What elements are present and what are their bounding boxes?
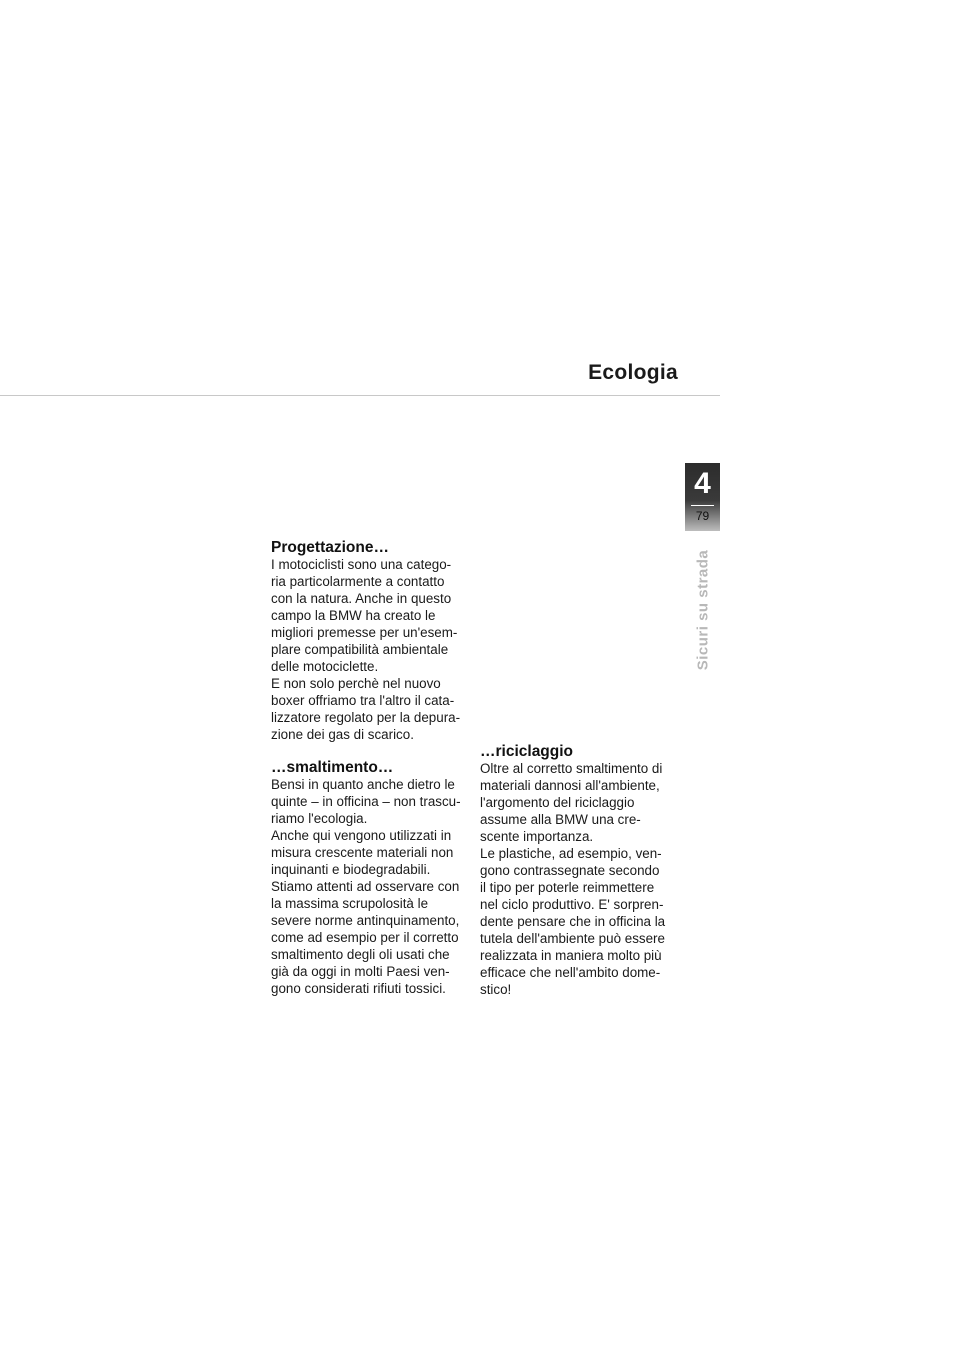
section-heading: …smaltimento… [271, 759, 394, 776]
section-riciclaggio [480, 743, 685, 998]
text-line: già da oggi in molti Paesi ven- [271, 964, 450, 979]
text-line: Oltre al corretto smaltimento di [480, 761, 663, 776]
text-line: gono contrassegnate secondo [480, 863, 660, 878]
text-line: efficace che nell'ambito dome- [480, 965, 661, 980]
section-body [271, 556, 476, 743]
text-line: realizzata in maniera molto più [480, 948, 662, 963]
text-line: Anche qui vengono utilizzati in [271, 828, 452, 843]
text-line: materiali dannosi all'ambiente, [480, 778, 660, 793]
text-line: Stiamo attenti ad osservare con [271, 879, 460, 894]
text-line: ria particolarmente a contatto [271, 574, 445, 589]
text-line: il tipo per poterle reimmettere [480, 880, 655, 895]
chapter-tab-divider [691, 505, 714, 506]
section-body [480, 760, 685, 998]
text-line: assume alla BMW una cre- [480, 812, 641, 827]
text-line: delle motociclette. [271, 659, 379, 674]
text-line: zione dei gas di scarico. [271, 727, 414, 742]
chapter-number: 4 [694, 467, 711, 500]
section-body [271, 776, 476, 997]
text-line: stico! [480, 982, 512, 997]
text-line: riamo l'ecologia. [271, 811, 368, 826]
text-line: severe norme antinquinamento, [271, 913, 460, 928]
text-line: E non solo perchè nel nuovo [271, 676, 441, 691]
chapter-tab [685, 463, 720, 531]
text-line: misura crescente materiali non [271, 845, 454, 860]
text-line: tutela dell'ambiente può essere [480, 931, 665, 946]
chapter-side-label: Sicuri su strada [694, 549, 712, 671]
text-line: inquinanti e biodegradabili. [271, 862, 431, 877]
text-line: migliori premesse per un'esem- [271, 625, 458, 640]
text-line: smaltimento degli oli usati che [271, 947, 450, 962]
text-line: I motociclisti sono una catego- [271, 557, 452, 572]
section-heading: Progettazione… [271, 539, 389, 556]
text-line: quinte – in officina – non trascu- [271, 794, 461, 809]
text-line: Bensi in quanto anche dietro le [271, 777, 455, 792]
text-line: nel ciclo produttivo. E' sorpren- [480, 897, 664, 912]
text-line: Le plastiche, ad esempio, ven- [480, 846, 662, 861]
text-line: l'argomento del riciclaggio [480, 795, 635, 810]
text-line: dente pensare che in officina la [480, 914, 666, 929]
text-line: come ad esempio per il corretto [271, 930, 459, 945]
page-title: Ecologia [588, 361, 678, 384]
text-line: con la natura. Anche in questo [271, 591, 452, 606]
text-line: scente importanza. [480, 829, 594, 844]
text-line: la massima scrupolosità le [271, 896, 429, 911]
page-number: 79 [695, 509, 710, 523]
section-smaltimento [271, 759, 476, 997]
section-heading: …riciclaggio [480, 743, 574, 760]
section-progettazione [271, 539, 476, 743]
text-line: plare compatibilità ambientale [271, 642, 449, 657]
text-line: boxer offriamo tra l'altro il cata- [271, 693, 455, 708]
text-line: campo la BMW ha creato le [271, 608, 436, 623]
text-line: lizzatore regolato per la depura- [271, 710, 461, 725]
header-divider [0, 395, 720, 396]
text-line: gono considerati rifiuti tossici. [271, 981, 446, 996]
